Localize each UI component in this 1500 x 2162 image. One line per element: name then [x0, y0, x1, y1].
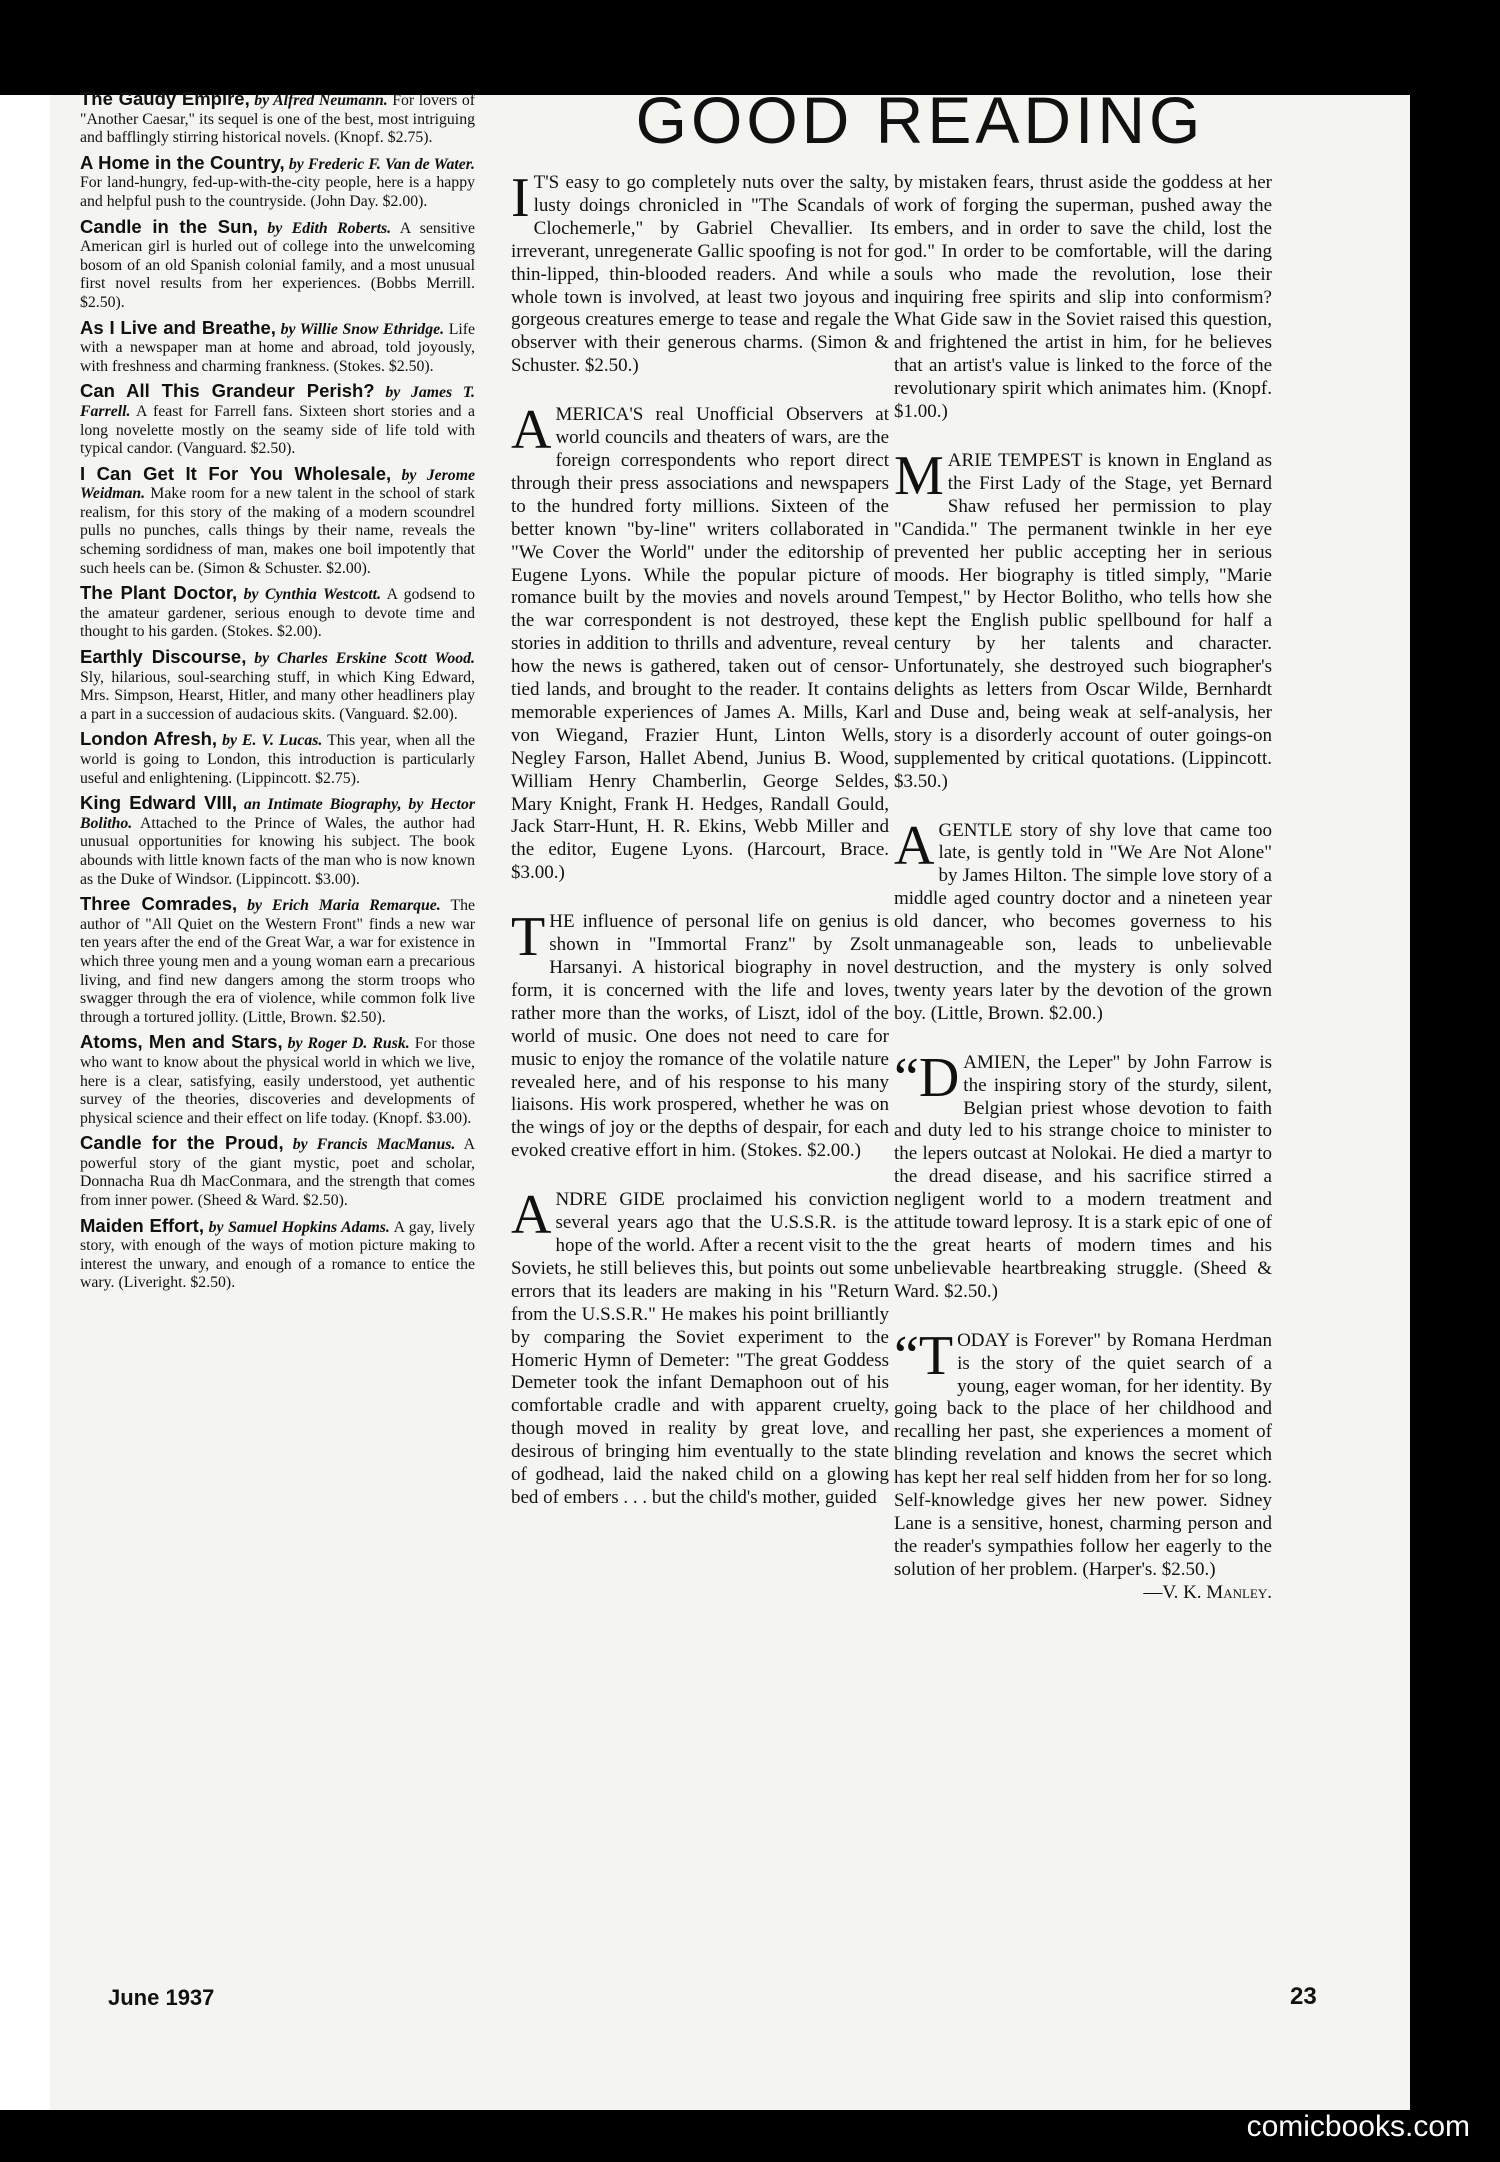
book-entry [80, 794, 475, 889]
book-title: Three Comrades, [80, 893, 238, 915]
book-blurb: A powerful story of the giant mystic, poet and scholar, Donnacha Rua dh MacConmara, and the strength that comes from inner power. (Sheed & Ward. $2.50). [80, 1136, 476, 1210]
book-author: by Edith Roberts. [267, 219, 392, 237]
facing-page-edge [0, 95, 50, 2110]
reviewer-signature: —V. K. Manley. [1143, 1581, 1272, 1603]
book-entry [80, 90, 475, 148]
review-text: AMIEN, the Leper" by John Farrow is the inspiring story of the sturdy, silent, Belgian priest whose devotion to faith and duty led to his strange choice to minister to the lepers outcast at Nolokai. He died a martyr to the dread disease, and his sacrifice stirred a negligent world to a modern treatment and attitude toward leprosy. It is a stark epic of one of the great hearts of modern times and his unbelievable heartbreaking struggle. (Sheed & Ward. $2.50.) [894, 1051, 1272, 1302]
review-paragraph [511, 167, 889, 378]
book-entry [80, 316, 475, 377]
book-author: by Frederic F. Van de Water. [288, 155, 476, 173]
book-blurb: Attached to the Prince of Wales, the author had unusual opportunities for knowing his subject. The book abounds with little known facts of the man who is now known as the Duke of Windsor. (Lippincott. $3.00). [80, 814, 475, 888]
drop-cap: A [894, 814, 935, 877]
watermark: comicbooks.com [1246, 2110, 1470, 2143]
book-blurb: A sensitive American girl is hurled out of college into the unwelcoming bosom of an old Spanish colonial family, and a most unusual first novel results from her experiences. (Bobbs Merrill. $2.50). [80, 219, 475, 311]
book-entry [80, 730, 475, 788]
review-text: ODAY is Forever" by Romana Herdman is the story of the quiet search of a young, eager woman, for her identity. By going back to the place of her childhood and recalling her past, she experiences a moment of blinding revelation and knows the secret which has kept her real self hidden from her for so long. Self-knowledge gives her new power. Sidney Lane is a sensitive, honest, charming person and the reader's sympathies follow her eagerly to the solution of her problem. (Harper's. $2.50.) [894, 1329, 1272, 1580]
book-entry [80, 382, 475, 458]
review-paragraph [511, 1184, 889, 1510]
book-author: by Cynthia Westcott. [243, 586, 382, 604]
book-title: As I Live and Breathe, [80, 316, 276, 338]
book-title: The Gaudy Empire, [80, 88, 250, 109]
book-title: The Plant Doctor, [80, 582, 238, 604]
book-author: by Alfred Neumann. [254, 92, 388, 109]
review-text: NDRE GIDE proclaimed his conviction several years ago that the U.S.S.R. is the hope of the world. After a recent visit to the Soviets, he still believes this, but points out some errors that its leaders are making in his "Return from the U.S.S.R." He makes his point brilliantly by comparing the Soviet experiment to the Homeric Hymn of Demeter: "The great Goddess Demeter took the infant Demaphoon out of his comfortable cradle and with apparent cruelty, though moved in reality by great love, and desirous of bringing him eventually to the state of godhead, laid the naked child on a glowing bed of embers . . . but the child's mother, guided [511, 1189, 889, 1508]
review-text: ARIE TEMPEST is known in England as the First Lady of the Stage, yet Bernard Shaw refused her permission to play "Candida." The permanent twinkle in her eye prevented her public accepting her in serious moods. Her biography is titled simply, "Marie Tempest," by Hector Bolitho, who tells how she kept the English public spellbound for half a century by her talents and character. Unfortunately, she destroyed such biographer's delights as letters from Oscar Wilde, Bernhardt and Duse and, being weak at self-analysis, her story is a disorderly account of outer goings-on supplemented by critical quotations. (Lippincott. $3.50.) [894, 449, 1272, 792]
drop-cap: “T [894, 1324, 954, 1387]
book-title: I Can Get It For You Wholesale, [80, 462, 392, 484]
page-number: 23 [1290, 1983, 1317, 2010]
book-author: by James T. Farrell. [80, 384, 476, 420]
review-paragraph [894, 1046, 1272, 1304]
book-author: by Erich Maria Remarque. [247, 897, 441, 915]
book-title: A Home in the Country, [80, 151, 285, 173]
book-author: by Willie Snow Ethridge. [280, 320, 445, 338]
book-author: by Roger D. Rusk. [287, 1035, 410, 1053]
book-blurb: For those who want to know about the physical world in which we live, here is a clear, satisfying, easily understood, yet authentic survey of the theories, discoveries and developments of physical science and their effect on life today. (Knopf. $3.00). [80, 1035, 476, 1127]
short-reviews-column [80, 90, 475, 1299]
book-entry [80, 584, 475, 642]
book-entry [80, 1134, 475, 1210]
book-blurb: A godsend to the amateur gardener, serious enough to devote time and thought to his garden. (Stokes. $2.00). [80, 586, 476, 641]
book-title: Candle for the Proud, [80, 1132, 284, 1154]
drop-cap: A [511, 1184, 552, 1247]
book-author: by Charles Erskine Scott Wood. [254, 650, 475, 668]
book-blurb: For lovers of "Another Caesar," its sequel is one of the best, most intriguing and bafflingly stirring historical novels. (Knopf. $2.75). [80, 92, 475, 147]
book-blurb: Sly, hilarious, soul-searching stuff, in which King Edward, Mrs. Simpson, Hearst, Hitler, and many other headliners play a part in a succession of audacious skits. (Vanguard. $2.00). [80, 668, 475, 723]
review-paragraph [894, 172, 1272, 424]
review-text: HE influence of personal life on genius is shown in "Immortal Franz" by Zsolt Harsanyi. A historical biography in novel form, it is concerned with the life and loves, rather more than the works, of Liszt, idol of the world of music. One does not need to care for music to enjoy the romance of the volatile nature revealed here, and of his response to his many liaisons. His work prospered, whether he was on the wings of joy or the depths of despair, for each evoked creative effort in him. (Stokes. $2.00.) [511, 911, 889, 1162]
book-blurb: For land-hungry, fed-up-with-the-city people, here is a happy and helpful push to the countryside. (John Day. $2.00). [80, 174, 475, 210]
book-entry [80, 1033, 475, 1128]
book-entry [80, 895, 475, 1027]
review-paragraph [511, 399, 889, 885]
drop-cap: M [894, 444, 944, 507]
book-author: by Francis MacManus. [292, 1136, 456, 1154]
page-headline: GOOD READING [635, 83, 1205, 157]
book-entry [80, 215, 475, 313]
book-author: by Samuel Hopkins Adams. [208, 1218, 390, 1236]
review-text: GENTLE story of shy love that came too late, is gently told in "We Are Not Alone" by James Hilton. The simple love story of a middle aged country doctor and a nineteen year old dancer, who becomes governess to his unmanageable son, leads to unbelievable destruction, and the mystery is only solved twenty years later by the devotion of the grown boy. (Little, Brown. $2.00.) [894, 819, 1272, 1024]
book-blurb: This year, when all the world is going to London, this introduction is particularly useful and enlightening. (Lippincott. $2.75). [80, 732, 476, 787]
drop-cap: I [511, 167, 530, 229]
review-text: MERICA'S real Unofficial Observers at world councils and theaters of wars, are the foreign correspondents who report direct through their press associations and newspapers to the hundred forty millions. Sixteen of the better known "by-line" writers collaborated in "We Cover the World" under the editorship of Eugene Lyons. While the popular picture of romance built by the movies and novels around the war correspondent is not destroyed, these stories in addition to thrills and adventure, reveal how the news is gathered, taken out of censor-tied lands, and brought to the reader. It contains memorable experiences of James A. Mills, Karl von Wiegand, Frazier Hunt, Linton Wells, Negley Farson, Hallet Abend, Junius B. Wood, William Henry Chamberlin, George Seldes, Mary Knight, Frank H. Hedges, Randall Gould, Jack Starr-Hunt, H. R. Ekins, Webb Miller and the editor, Eugene Lyons. (Harcourt, Brace. $3.00.) [511, 404, 889, 884]
book-blurb: Make room for a new talent in the school of stark realism, for this story of the making of a modern scoundrel pulls no punches, calls things by their name, reveals the scheming sordidness of man, makes one boil impotently that such heels can be. (Simon & Schuster. $2.00). [80, 485, 475, 577]
book-blurb: Life with a newspaper man at home and abroad, told joyously, with freshness and charming frankness. (Stokes. $2.50). [80, 320, 475, 375]
review-paragraph [894, 444, 1272, 794]
review-column-middle [511, 167, 889, 1536]
review-paragraph [894, 1324, 1272, 1605]
book-title: Can All This Grandeur Perish? [80, 380, 375, 402]
review-text: by mistaken fears, thrust aside the goddess at her work of forging the superman, pushed away the embers, and in order to save the child, lost the god." In order to be comfortable, will the daring souls who made the revolution, lose their inquiring free spirits and slip into conformism? What Gide saw in the Soviet raised this question, and frightened the artist in him, for he believes that an artist's value is linked to the force of the revolutionary spirit which animates him. (Knopf. $1.00.) [894, 172, 1272, 423]
book-title: King Edward VIII, [80, 792, 238, 814]
drop-cap: T [511, 906, 546, 969]
book-title: Maiden Effort, [80, 1214, 204, 1236]
drop-cap: A [511, 399, 552, 462]
book-entry [80, 151, 476, 212]
book-entry [80, 648, 475, 724]
review-text: T'S easy to go completely nuts over the salty, lusty doings chronicled in "The Scandals of Clochemerle," by Gabriel Chevallier. Its irreverant, unregenerate Gallic spoofing is not for thin-lipped, thin-blooded readers. And while a whole town is involved, at least two joyous and gorgeous creatures emerge to tease and regale the observer with their generous charms. (Simon & Schuster. $2.50.) [511, 172, 889, 377]
book-blurb: A gay, lively story, with enough of the ways of motion picture making to interest the unwary, and enough of a romance to entice the wary. (Liveright. $2.50). [80, 1218, 475, 1292]
review-paragraph [894, 814, 1272, 1026]
book-author: an Intimate Biography, by Hector Bolitho. [80, 796, 475, 832]
drop-cap: “D [894, 1046, 960, 1109]
book-entry [80, 462, 475, 579]
review-column-right [894, 172, 1272, 1605]
review-paragraph [511, 906, 889, 1163]
book-blurb: A feast for Farrell fans. Sixteen short stories and a long novelette mostly on the seamy side of life told with typical candor. (Vanguard. $2.50). [80, 402, 476, 458]
issue-date: June 1937 [108, 1985, 215, 2010]
book-author: by Jerome Weidman. [80, 466, 475, 503]
book-author: by E. V. Lucas. [222, 732, 323, 750]
book-title: Earthly Discourse, [80, 646, 247, 668]
book-blurb: The author of "All Quiet on the Western Front" finds a new war ten years after the end of the Great War, a war for existence in which three young men and a young woman earn a precarious living, and find new dangers among the storm troops who swagger through the era of violence, while common folk live through a tortured jollity. (Little, Brown. $2.50). [80, 897, 475, 1026]
book-title: Candle in the Sun, [80, 215, 258, 237]
book-title: London Afresh, [80, 728, 218, 750]
book-title: Atoms, Men and Stars, [80, 1031, 283, 1053]
page-corner [1430, 0, 1500, 70]
book-entry [80, 1214, 475, 1293]
